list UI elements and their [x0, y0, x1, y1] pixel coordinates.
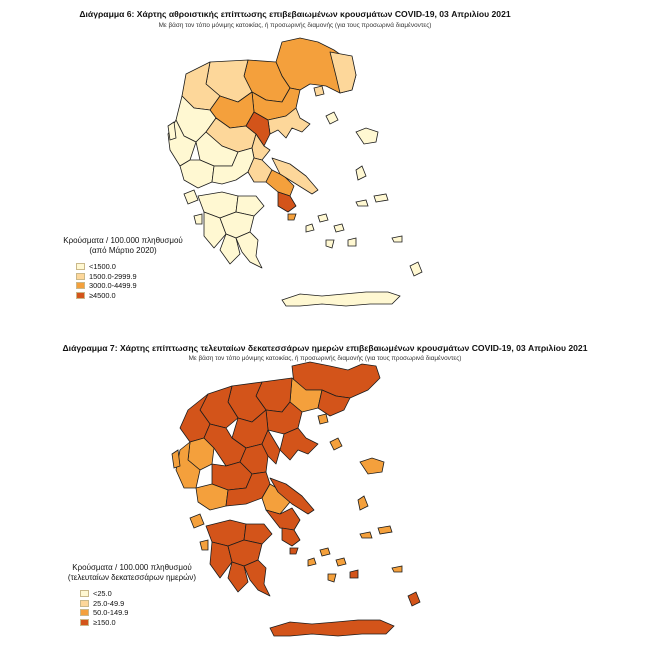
ikaria-island — [356, 200, 368, 206]
map-legend — [52, 563, 212, 627]
legend-label: 1500.0-2999.9 — [89, 271, 137, 281]
legend-swatch — [80, 619, 89, 626]
legend-subtitle: (από Μάρτιο 2020) — [89, 246, 157, 255]
legend-label: 3000.0-4499.9 — [89, 281, 137, 291]
cyclades-island — [306, 224, 314, 232]
legend-item — [80, 599, 212, 609]
mainland-regions — [176, 362, 380, 596]
zakynthos-island — [194, 214, 202, 224]
samos-island — [374, 194, 388, 202]
corfu-island — [172, 450, 180, 468]
legend-item — [80, 618, 212, 628]
legend-item — [76, 262, 198, 272]
lemnos-island — [330, 438, 342, 450]
kefalonia-island — [184, 190, 198, 204]
map-subtitle: Με βάση τον τόπο μόνιμης κατοικίας, ή προσωρινής διαμονής (για τους προσωρινά διαμένοντες) — [158, 22, 432, 29]
map-subtitle: Με βάση τον τόπο μόνιμης κατοικίας, ή προσωρινής διαμονής (για τους προσωρινά διαμένοντες) — [188, 355, 462, 362]
legend-swatch — [80, 590, 89, 597]
legend-item — [76, 272, 198, 282]
legend-swatch — [80, 600, 89, 607]
region-polygon — [266, 508, 300, 530]
legend-subtitle: (τελευταίων δεκατεσσάρων ημερών) — [67, 573, 197, 582]
legend-label: ≥150.0 — [93, 617, 116, 627]
rhodes-island — [408, 592, 420, 606]
chios-island — [356, 166, 366, 180]
kos-island — [392, 566, 402, 572]
region-polygon — [244, 560, 270, 596]
region-polygon — [180, 160, 214, 188]
legend-swatch — [76, 263, 85, 270]
samos-island — [378, 526, 392, 534]
cyclades-island — [326, 240, 334, 248]
cyclades-island — [334, 224, 344, 232]
legend-title: Κρούσματα / 100.000 πληθυσμού — [63, 236, 183, 245]
legend-item — [76, 291, 198, 301]
region-polygon — [236, 232, 262, 268]
legend-label: <1500.0 — [89, 262, 116, 272]
cyclades-island — [336, 558, 346, 566]
cyclades-island — [348, 238, 356, 246]
kos-island — [392, 236, 402, 242]
rhodes-island — [410, 262, 422, 276]
salamina-island — [288, 214, 296, 220]
kefalonia-island — [190, 514, 204, 528]
region-polygon — [282, 528, 300, 546]
legend-item — [80, 589, 212, 599]
map-panel-14day — [0, 338, 650, 657]
ikaria-island — [360, 532, 372, 538]
zakynthos-island — [200, 540, 208, 550]
cyclades-island — [320, 548, 330, 556]
cyclades-island — [350, 570, 358, 578]
legend-swatch — [80, 609, 89, 616]
lesvos-island — [356, 128, 378, 144]
thasos-island — [318, 414, 328, 424]
salamina-island — [290, 548, 298, 554]
cyclades-island — [308, 558, 316, 566]
legend-title: Κρούσματα / 100.000 πληθυσμού — [72, 563, 192, 572]
legend-item — [76, 281, 198, 291]
cyclades-island — [318, 214, 328, 222]
legend-label: <25.0 — [93, 589, 112, 599]
map-legend — [48, 236, 198, 300]
lemnos-island — [326, 112, 338, 124]
region-polygon — [278, 192, 296, 212]
legend-label: 25.0-49.9 — [93, 598, 125, 608]
map-title: Διάγραμμα 7: Χάρτης επίπτωσης τελευταίων δεκατεσσάρων ημερών επιβεβαιωμένων κρουσμάτων COVID-19, 03 Απριλίου 2021 — [62, 343, 588, 353]
legend-swatch — [76, 273, 85, 280]
cyclades-island — [328, 574, 336, 582]
mainland-regions — [168, 38, 356, 268]
legend-label: 50.0-149.9 — [93, 608, 129, 618]
crete-island — [282, 292, 400, 306]
crete-island — [270, 620, 394, 636]
chios-island — [358, 496, 368, 510]
lesvos-island — [360, 458, 384, 474]
region-polygon — [196, 484, 228, 510]
legend-swatch — [76, 282, 85, 289]
legend-label: ≥4500.0 — [89, 290, 116, 300]
thasos-island — [314, 86, 324, 96]
legend-swatch — [76, 292, 85, 299]
legend-item — [80, 608, 212, 618]
map-title: Διάγραμμα 6: Χάρτης αθροιστικής επίπτωσης επιβεβαιωμένων κρουσμάτων COVID-19, 03 Απριλίου 2021 — [79, 9, 511, 19]
